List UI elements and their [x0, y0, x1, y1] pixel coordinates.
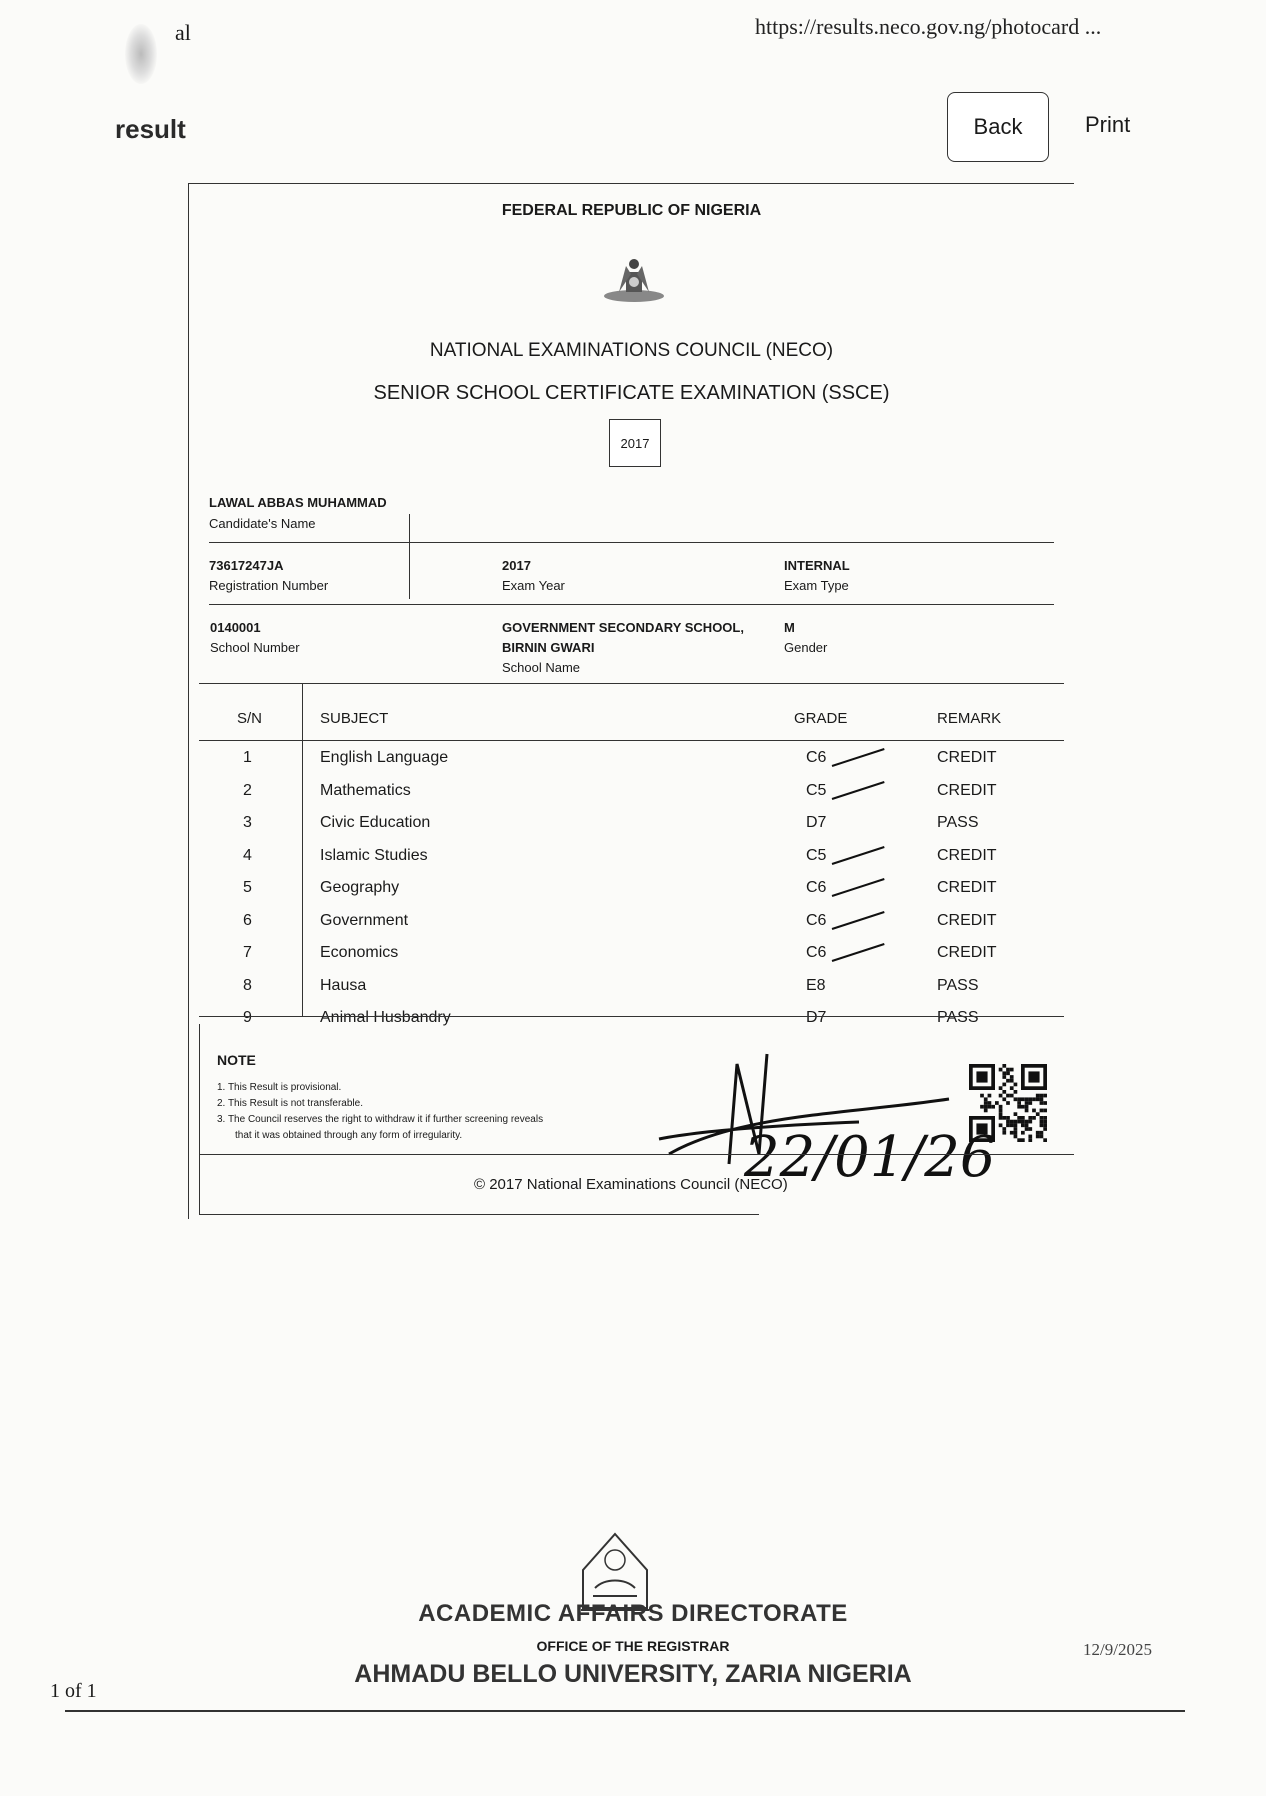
divider — [199, 740, 1064, 741]
gender-label: Gender — [784, 640, 828, 655]
row-subject: Geography — [320, 879, 400, 896]
handwritten-tick — [832, 748, 885, 767]
handwritten-tick — [832, 943, 885, 962]
ink-smudge — [125, 24, 157, 84]
note-heading: NOTE — [217, 1052, 256, 1068]
row-subject: Animal Husbandry — [320, 1009, 451, 1026]
row-grade: C6 — [806, 911, 827, 929]
row-subject: Hausa — [320, 976, 367, 994]
row-sn: 8 — [243, 976, 252, 994]
handwritten-tick — [832, 781, 885, 800]
exam-year-label: Exam Year — [502, 578, 565, 593]
office-title: OFFICE OF THE REGISTRAR — [536, 1638, 730, 1654]
table-row — [189, 1009, 1074, 1041]
year-box: 2017 — [609, 419, 661, 467]
divider — [199, 1016, 1064, 1017]
page-title: result — [115, 114, 186, 144]
exam-title: SENIOR SCHOOL CERTIFICATE EXAMINATION (SSCE) — [373, 382, 890, 404]
print-button[interactable]: Print — [1085, 112, 1131, 137]
school-name-label: School Name — [502, 660, 581, 675]
school-number-label: School Number — [210, 640, 300, 655]
note-item: 3. The Council reserves the right to withdraw it if further screening reveals — [217, 1114, 544, 1125]
divider — [209, 604, 1054, 605]
table-row — [189, 977, 1074, 1009]
table-row — [189, 782, 1074, 814]
divider — [199, 1214, 759, 1215]
school-name-line2: BIRNIN GWARI — [502, 640, 595, 655]
header-sn: S/N — [237, 710, 263, 727]
school-name-line1: GOVERNMENT SECONDARY SCHOOL, — [502, 620, 744, 635]
footer-rule — [65, 1710, 1185, 1712]
divider — [409, 514, 410, 599]
header-remark: REMARK — [937, 710, 1002, 727]
university-title: AHMADU BELLO UNIVERSITY, ZARIA NIGERIA — [354, 1660, 912, 1688]
divider — [199, 1024, 200, 1214]
row-remark: CREDIT — [937, 911, 997, 929]
row-remark: CREDIT — [937, 944, 997, 961]
row-sn: 9 — [243, 1009, 252, 1026]
row-sn: 1 — [243, 749, 252, 766]
handwritten-tick — [832, 878, 885, 897]
row-grade: D7 — [806, 1009, 827, 1026]
row-subject: Civic Education — [320, 814, 431, 831]
divider — [199, 683, 1064, 684]
row-grade: C6 — [806, 879, 827, 896]
result-certificate — [188, 183, 1074, 1219]
exam-type: INTERNAL — [784, 558, 850, 573]
row-remark: CREDIT — [937, 879, 997, 896]
row-grade: C6 — [806, 749, 827, 766]
exam-year: 2017 — [502, 558, 531, 573]
row-sn: 3 — [243, 814, 252, 831]
row-grade: E8 — [806, 976, 826, 994]
row-remark: PASS — [937, 976, 979, 994]
browser-header-title: al — [175, 20, 191, 45]
row-grade: C5 — [806, 846, 827, 864]
note-item: that it was obtained through any form of irregularity. — [235, 1130, 463, 1141]
row-sn: 6 — [243, 911, 252, 929]
country-title: FEDERAL REPUBLIC OF NIGERIA — [501, 202, 762, 219]
handwritten-tick — [832, 911, 885, 930]
directorate-title: ACADEMIC AFFAIRS DIRECTORATE — [418, 1600, 848, 1627]
signature-and-date — [649, 1044, 1149, 1194]
row-sn: 4 — [243, 846, 252, 864]
divider — [199, 1154, 1074, 1155]
row-sn: 2 — [243, 781, 252, 799]
table-row — [189, 879, 1074, 911]
candidate-name-label: Candidate's Name — [209, 516, 316, 531]
row-subject: Economics — [320, 944, 399, 961]
table-row — [189, 749, 1074, 781]
divider — [209, 542, 1054, 543]
row-subject: English Language — [320, 749, 449, 766]
note-item: 2. This Result is not transferable. — [217, 1098, 363, 1109]
table-row — [189, 814, 1074, 846]
council-title: NATIONAL EXAMINATIONS COUNCIL (NECO) — [429, 340, 834, 361]
table-row — [189, 944, 1074, 976]
header-grade: GRADE — [794, 710, 848, 727]
handwritten-tick — [832, 846, 885, 865]
page-number: 1 of 1 — [50, 1680, 97, 1702]
registration-number-label: Registration Number — [209, 578, 329, 593]
school-number: 0140001 — [210, 620, 261, 635]
browser-header-url: https://results.neco.gov.ng/photocard ... — [755, 14, 1102, 39]
row-remark: CREDIT — [937, 749, 997, 766]
copyright: © 2017 National Examinations Council (NECO) — [474, 1176, 788, 1193]
note-item: 1. This Result is provisional. — [217, 1082, 342, 1093]
row-remark: CREDIT — [937, 781, 997, 799]
row-grade: C5 — [806, 781, 827, 799]
print-date: 12/9/2025 — [1083, 1640, 1152, 1659]
row-sn: 5 — [243, 879, 252, 896]
header-subject: SUBJECT — [320, 710, 389, 727]
row-subject: Mathematics — [320, 781, 411, 799]
row-subject: Islamic Studies — [320, 846, 428, 864]
candidate-name: LAWAL ABBAS MUHAMMAD — [209, 495, 387, 510]
table-row — [189, 847, 1074, 879]
row-remark: PASS — [937, 1009, 979, 1026]
row-subject: Government — [320, 911, 409, 929]
table-row — [189, 912, 1074, 944]
exam-type-label: Exam Type — [784, 578, 849, 593]
registration-number: 73617247JA — [209, 558, 284, 573]
row-remark: PASS — [937, 814, 979, 831]
coat-of-arms-icon — [599, 254, 669, 304]
gender: M — [784, 620, 795, 635]
handwritten-date: 22/01/26 — [744, 1125, 996, 1190]
row-remark: CREDIT — [937, 846, 997, 864]
row-sn: 7 — [243, 944, 252, 961]
back-button[interactable]: Back — [947, 92, 1049, 162]
row-grade: D7 — [806, 814, 827, 831]
row-grade: C6 — [806, 944, 827, 961]
